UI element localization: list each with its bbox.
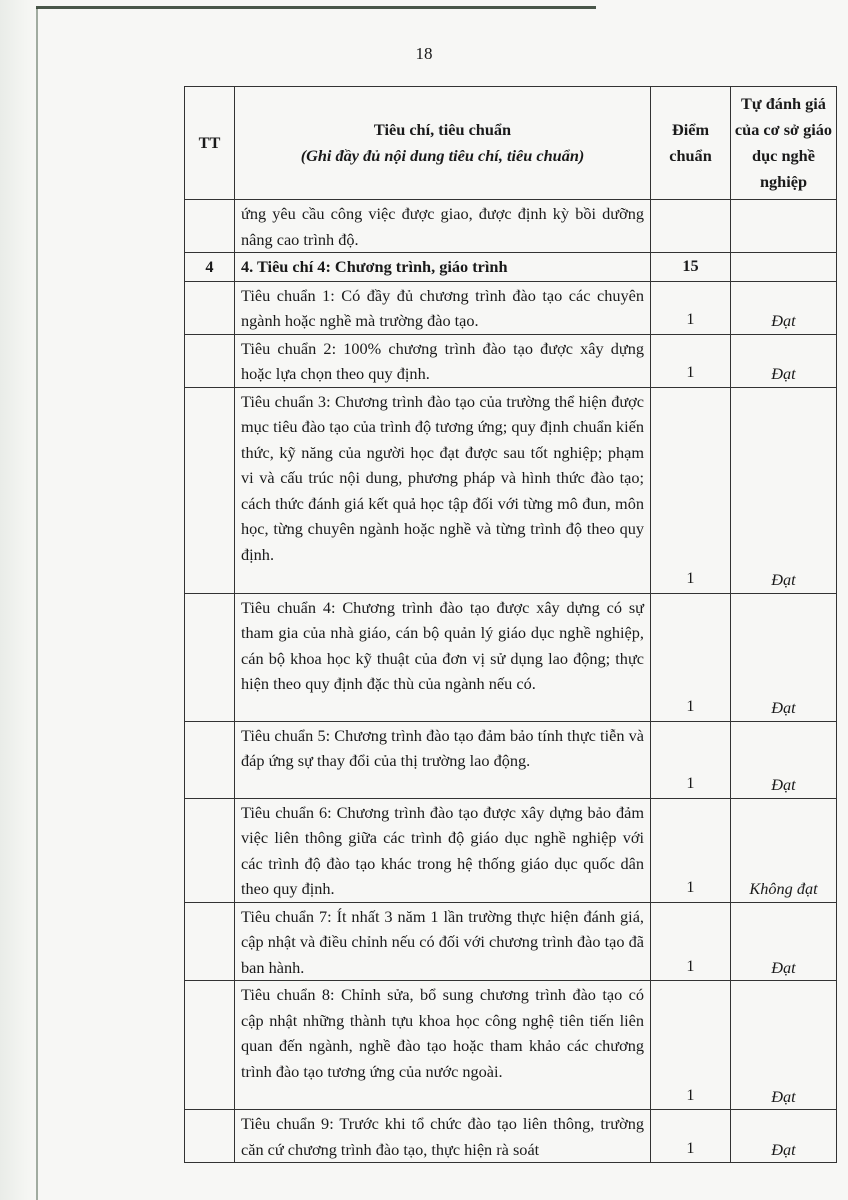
standard-row xyxy=(185,902,837,981)
standard-row xyxy=(185,334,837,387)
standard-score: 1 xyxy=(651,721,731,798)
standard-score: 1 xyxy=(651,281,731,334)
standard-tt xyxy=(185,798,235,902)
table-header-row xyxy=(185,87,837,200)
criterion-tt: 4 xyxy=(185,253,235,282)
standard-text: Tiêu chuẩn 8: Chỉnh sửa, bổ sung chương trình đào tạo có cập nhật những thành tựu khoa học công nghệ tiên tiến liên quan đến ngành, nghề đào tạo hoặc tham khảo các chương trình đào tạo tương ứng của nước ngoài. xyxy=(235,981,651,1110)
standard-row xyxy=(185,721,837,798)
standard-result: Không đạt xyxy=(731,798,837,902)
standard-result: Đạt xyxy=(731,334,837,387)
standard-score: 1 xyxy=(651,1110,731,1163)
standard-text: Tiêu chuẩn 1: Có đầy đủ chương trình đào tạo các chuyên ngành hoặc nghề mà trường đào tạo. xyxy=(235,281,651,334)
standard-tt xyxy=(185,981,235,1110)
standard-text: Tiêu chuẩn 2: 100% chương trình đào tạo được xây dựng hoặc lựa chọn theo quy định. xyxy=(235,334,651,387)
scan-edge xyxy=(0,0,36,1200)
standard-result: Đạt xyxy=(731,593,837,721)
criterion-row xyxy=(185,253,837,282)
header-criteria-title: Tiêu chí, tiêu chuẩn xyxy=(373,120,512,139)
continuation-score xyxy=(651,200,731,253)
standard-text: Tiêu chuẩn 5: Chương trình đào tạo đảm bảo tính thực tiễn và đáp ứng sự thay đổi của thị trường lao động. xyxy=(235,721,651,798)
standard-result: Đạt xyxy=(731,387,837,593)
header-score: Điểm chuẩn xyxy=(651,87,731,200)
continuation-text: ứng yêu cầu công việc được giao, được định kỳ bồi dưỡng nâng cao trình độ. xyxy=(235,200,651,253)
standard-text: Tiêu chuẩn 7: Ít nhất 3 năm 1 lần trường thực hiện đánh giá, cập nhật và điều chỉnh nếu có đối với chương trình đào tạo đã ban hành. xyxy=(235,902,651,981)
standard-tt xyxy=(185,1110,235,1163)
standard-text: Tiêu chuẩn 6: Chương trình đào tạo được xây dựng bảo đảm việc liên thông giữa các trình độ giáo dục nghề nghiệp với các trình độ đào tạo khác trong hệ thống giáo dục quốc dân theo quy định. xyxy=(235,798,651,902)
standard-result: Đạt xyxy=(731,981,837,1110)
standard-score: 1 xyxy=(651,593,731,721)
standard-result: Đạt xyxy=(731,902,837,981)
continuation-tt xyxy=(185,200,235,253)
header-self-eval: Tự đánh giá của cơ sở giáo dục nghề nghiệp xyxy=(731,87,837,200)
standard-result: Đạt xyxy=(731,721,837,798)
criteria-table xyxy=(184,86,837,1163)
standard-tt xyxy=(185,593,235,721)
standard-score: 1 xyxy=(651,981,731,1110)
criterion-title: 4. Tiêu chí 4: Chương trình, giáo trình xyxy=(235,253,651,282)
standard-tt xyxy=(185,387,235,593)
standard-score: 1 xyxy=(651,387,731,593)
criterion-eval xyxy=(731,253,837,282)
standard-score: 1 xyxy=(651,902,731,981)
header-criteria-note: (Ghi đầy đủ nội dung tiêu chí, tiêu chuẩn) xyxy=(300,146,585,165)
header-tt: TT xyxy=(185,87,235,200)
standard-score: 1 xyxy=(651,334,731,387)
standard-tt xyxy=(185,281,235,334)
standard-text: Tiêu chuẩn 3: Chương trình đào tạo của trường thể hiện được mục tiêu đào tạo của trình độ tương ứng; quy định chuẩn kiến thức, kỹ năng của người học đạt được sau tốt nghiệp; phạm vi và cấu trúc nội dung, phương pháp và hình thức đào tạo; cách thức đánh giá kết quả học tập đối với từng mô đun, môn học, từng chuyên ngành hoặc nghề và từng trình độ theo quy định. xyxy=(235,387,651,593)
scan-top-edge xyxy=(36,6,596,9)
standard-row xyxy=(185,387,837,593)
standard-row xyxy=(185,281,837,334)
standard-row xyxy=(185,593,837,721)
standard-row xyxy=(185,798,837,902)
continuation-row xyxy=(185,200,837,253)
continuation-eval xyxy=(731,200,837,253)
standard-row xyxy=(185,1110,837,1163)
standard-tt xyxy=(185,902,235,981)
standard-result: Đạt xyxy=(731,1110,837,1163)
standard-tt xyxy=(185,721,235,798)
scan-binding-line xyxy=(36,8,38,1200)
standard-result: Đạt xyxy=(731,281,837,334)
header-criteria xyxy=(235,87,651,200)
criterion-score: 15 xyxy=(651,253,731,282)
standard-tt xyxy=(185,334,235,387)
standard-row xyxy=(185,981,837,1110)
standard-text: Tiêu chuẩn 4: Chương trình đào tạo được xây dựng có sự tham gia của nhà giáo, cán bộ quản lý giáo dục nghề nghiệp, cán bộ khoa học kỹ thuật của đơn vị sử dụng lao động; thực hiện theo quy định đặc thù của ngành nếu có. xyxy=(235,593,651,721)
standard-text: Tiêu chuẩn 9: Trước khi tổ chức đào tạo liên thông, trường căn cứ chương trình đào tạo, thực hiện rà soát xyxy=(235,1110,651,1163)
page-number: 18 xyxy=(415,44,433,63)
standard-score: 1 xyxy=(651,798,731,902)
